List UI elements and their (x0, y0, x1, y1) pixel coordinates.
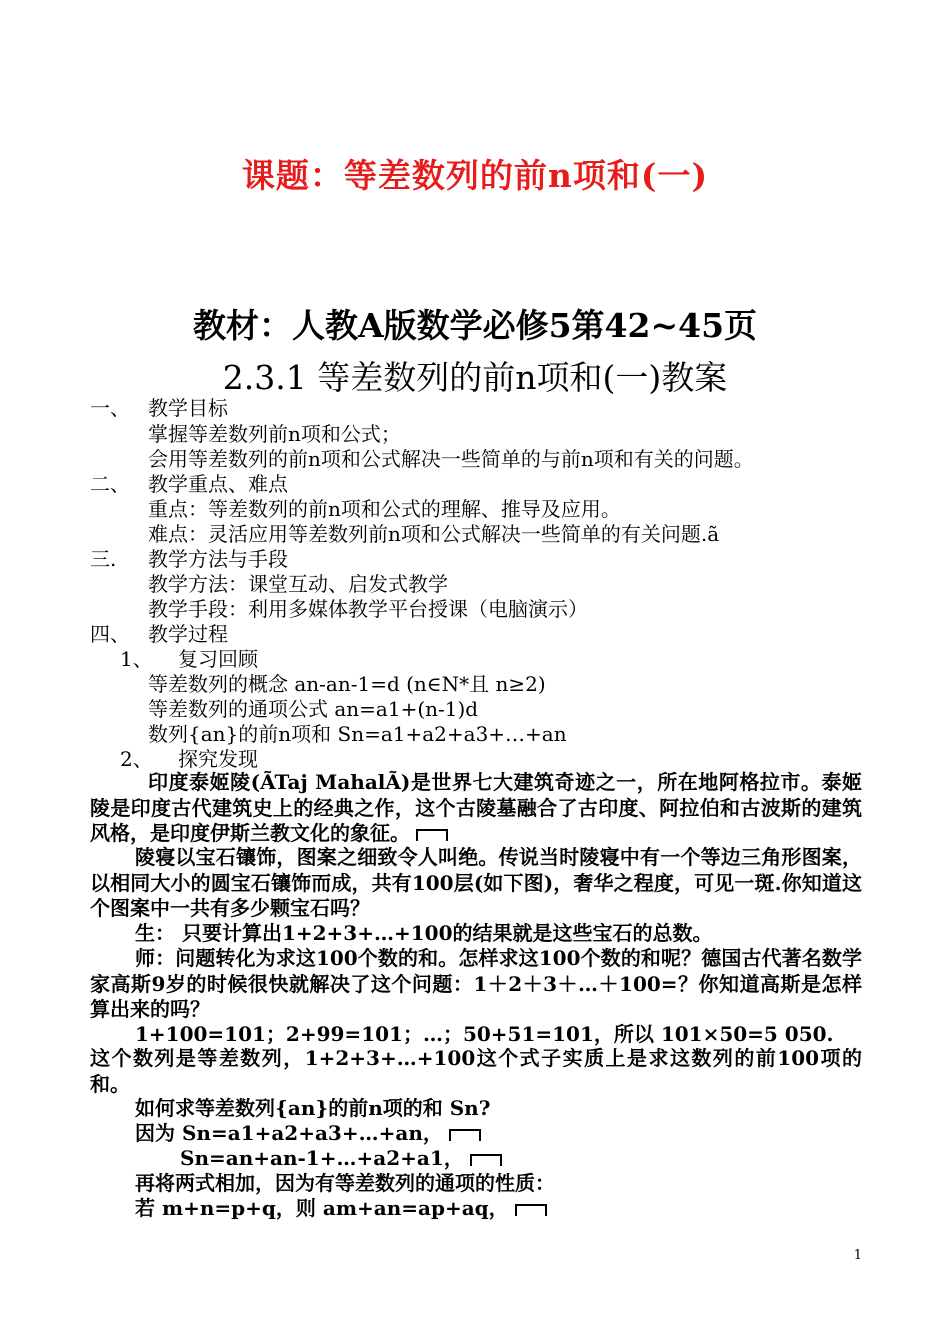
step-title: 探究发现 (178, 747, 258, 771)
header-title: 课题：等差数列的前n项和(一) (241, 156, 709, 195)
formula-line: 因为 Sn=a1+a2+a3+…+an， (135, 1121, 481, 1145)
paragraph-mark-icon (470, 1154, 502, 1166)
formula-line: Sn=an+an-1+…+a2+a1， (180, 1146, 502, 1170)
step-title: 复习回顾 (178, 647, 258, 671)
section-number: 一、 (90, 396, 130, 420)
paragraph-taj-mahal: 印度泰姬陵(ÃTaj MahalÃ)是世界七大建筑奇迹之一，所在地阿格拉市。泰姬陵是印度古代建筑史上的经典之作，这个古陵墓融合了古印度、阿拉伯和古波斯的建筑风格，是印度伊斯兰教文化的象征。 (90, 770, 862, 845)
method-item: 教学手段：利用多媒体教学平台授课（电脑演示） (148, 597, 588, 621)
section-number: 三. (90, 547, 117, 571)
text-line: 再将两式相加，因为有等差数列的通项的性质： (135, 1171, 555, 1195)
section-title: 教学目标 (148, 396, 228, 420)
paragraph-mark-icon (515, 1204, 547, 1216)
step-number: 1、 (120, 647, 153, 671)
paragraph-gem-pattern: 陵寝以宝石镶饰，图案之细致令人叫绝。传说当时陵寝中有一个等边三角形图案，以相同大小的圆宝石镶饰而成，共有100层(如下图)，奢华之程度，可见一斑.你知道这个图案中一共有多少颗宝石吗？ (90, 845, 862, 920)
section-number: 四、 (90, 622, 130, 646)
paragraph-teacher: 师：问题转化为求这100个数的和。怎样求这100个数的和呢？德国古代著名数学家高斯9岁的时候很快就解决了这个问题：1＋2＋3＋…＋100=？你知道高斯是怎样算出来的吗？ (90, 946, 862, 1021)
formula-line: 若 m+n=p+q，则 am+an=ap+aq， (135, 1196, 547, 1220)
paragraph-arithmetic-sum: 这个数列是等差数列，1+2+3+…+100这个式子实质上是求这数列的前100项的和。 (90, 1046, 862, 1096)
textbook-line: 教材：人教A版数学必修5第42~45页 (192, 306, 758, 345)
section-title: 教学过程 (148, 622, 228, 646)
review-line: 等差数列的概念 an-an-1=d (n∈N*且 n≥2) (148, 672, 546, 696)
key-point-item: 重点：等差数列的前n项和公式的理解、推导及应用。 (148, 497, 621, 521)
difficulty-item: 难点：灵活应用等差数列前n项和公式解决一些简单的有关问题.ã (148, 522, 720, 546)
question-line: 如何求等差数列{an}的前n项的和 Sn? (135, 1096, 491, 1120)
paragraph-student: 生： 只要计算出1+2+3+…+100的结果就是这些宝石的总数。 (135, 921, 713, 945)
section-title: 教学重点、难点 (148, 472, 288, 496)
objective-item: 会用等差数列的前n项和公式解决一些简单的与前n项和有关的问题。 (148, 447, 754, 471)
paragraph-mark-icon (416, 829, 448, 841)
step-number: 2、 (120, 747, 153, 771)
method-item: 教学方法：课堂互动、启发式教学 (148, 572, 448, 596)
review-line: 数列{an}的前n项和 Sn=a1+a2+a3+…+an (148, 722, 567, 746)
lesson-title: 2.3.1 等差数列的前n项和(一)教案 (222, 358, 728, 397)
page-number: 1 (853, 1248, 862, 1263)
gauss-calculation: 1+100=101；2+99=101；…；50+51=101，所以 101×50=5 050. (135, 1022, 834, 1046)
objective-item: 掌握等差数列前n项和公式； (148, 422, 401, 446)
section-number: 二、 (90, 472, 130, 496)
section-title: 教学方法与手段 (148, 547, 288, 571)
review-line: 等差数列的通项公式 an=a1+(n-1)d (148, 697, 479, 721)
paragraph-mark-icon (449, 1129, 481, 1141)
